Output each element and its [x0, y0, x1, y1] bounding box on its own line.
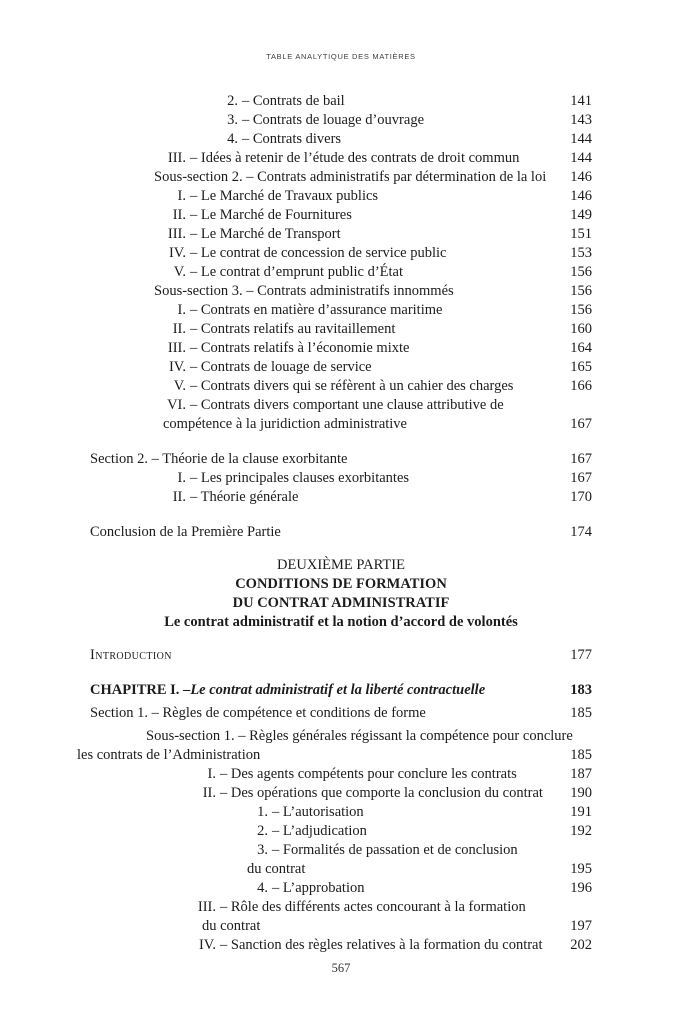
- entry-number: I.: [177, 470, 186, 486]
- toc-entry: [90, 377, 592, 396]
- entry-number: III.: [197, 899, 216, 915]
- toc-entry-continuation: [77, 746, 592, 765]
- entry-label: [90, 765, 560, 784]
- toc-entry: [90, 301, 592, 320]
- entry-label: [90, 841, 592, 860]
- entry-page-number: 151: [570, 226, 592, 242]
- entry-label: [90, 187, 560, 206]
- entry-title: – Des agents compétents pour conclure les contrats: [220, 766, 517, 782]
- entry-page-number: 167: [570, 470, 592, 486]
- entry-page-number: 141: [570, 93, 592, 109]
- chapter-prefix: CHAPITRE I. –: [90, 682, 191, 698]
- entry-page-number: 166: [570, 378, 592, 394]
- toc-entry: [90, 339, 592, 358]
- part-heading: [90, 556, 592, 632]
- toc-entry: [90, 130, 592, 149]
- toc-entry: [90, 206, 592, 225]
- entry-label: [90, 130, 560, 149]
- entry-title: – Formalités de passation et de conclusion: [272, 842, 518, 858]
- entry-title: – L’adjudication: [272, 823, 367, 839]
- entry-label: [90, 301, 560, 320]
- entry-title-continuation: du contrat: [247, 861, 306, 877]
- toc-entry: [90, 646, 592, 665]
- chapter-title: Le contrat administratif et la liberté contractuelle: [190, 682, 486, 698]
- entry-page-number: 167: [570, 416, 592, 432]
- entry-label: [90, 92, 560, 111]
- entry-number: V.: [173, 264, 186, 280]
- toc-entry: [90, 523, 592, 542]
- entry-page-number: 177: [570, 647, 592, 663]
- toc-entry: [90, 822, 592, 841]
- entry-page-number: 167: [570, 451, 592, 467]
- toc-section-top: [90, 92, 592, 542]
- entry-label: [90, 727, 592, 746]
- entry-page-number: 183: [570, 682, 592, 698]
- entry-title: – Théorie générale: [190, 489, 299, 505]
- entry-label: [90, 936, 560, 955]
- entry-title-continuation: compétence à la juridiction administrative: [163, 416, 407, 432]
- entry-title: Sous-section 2. – Contrats administratifs par détermination de la loi: [154, 169, 547, 185]
- entry-label: [90, 681, 560, 700]
- toc-entry: [90, 803, 592, 822]
- entry-number: 3.: [257, 842, 268, 858]
- entry-title: – Contrats divers: [242, 131, 342, 147]
- entry-page-number: 164: [570, 340, 592, 356]
- entry-page-number: 156: [570, 302, 592, 318]
- entry-label: [90, 244, 560, 263]
- toc-entry: [90, 704, 592, 723]
- toc-entry: [90, 187, 592, 206]
- entry-number: I.: [177, 302, 186, 318]
- entry-page-number: 156: [570, 264, 592, 280]
- entry-title: – Rôle des différents actes concourant à la formation: [220, 899, 526, 915]
- toc-entry: [90, 320, 592, 339]
- entry-title: – Sanction des règles relatives à la formation du contrat: [220, 937, 543, 953]
- entry-page-number: 187: [570, 766, 592, 782]
- toc-entry: [90, 488, 592, 507]
- toc-entry: [90, 784, 592, 803]
- entry-page-number: 143: [570, 112, 592, 128]
- entry-number: 4.: [227, 131, 238, 147]
- toc-entry: [90, 450, 592, 469]
- entry-number: 3.: [227, 112, 238, 128]
- toc-entry: [90, 841, 592, 860]
- toc-entry: [90, 358, 592, 377]
- entry-title: Sous-section 1. – Règles générales régissant la compétence pour conclure: [146, 728, 573, 744]
- entry-number: 2.: [257, 823, 268, 839]
- toc-entry: [90, 149, 592, 168]
- entry-number: IV.: [168, 245, 186, 261]
- entry-title: – Contrats de louage de service: [190, 359, 372, 375]
- entry-title: – Le contrat de concession de service public: [190, 245, 447, 261]
- entry-label: [90, 784, 560, 803]
- entry-title: – Contrats de bail: [242, 93, 345, 109]
- entry-label: [90, 168, 560, 187]
- entry-title: – Contrats relatifs à l’économie mixte: [190, 340, 410, 356]
- entry-title: – Contrats de louage d’ouvrage: [242, 112, 425, 128]
- entry-number: III.: [167, 226, 186, 242]
- entry-label: [90, 358, 560, 377]
- entry-page-number: 202: [570, 937, 592, 953]
- entry-title: – Le contrat d’emprunt public d’État: [190, 264, 403, 280]
- toc-entry: [90, 879, 592, 898]
- entry-title: – Le Marché de Fournitures: [190, 207, 352, 223]
- toc-entry-continuation: [90, 917, 592, 936]
- toc-entry: [90, 936, 592, 955]
- entry-label: [90, 898, 592, 917]
- entry-label: [90, 469, 560, 488]
- toc-entry: [90, 168, 592, 187]
- entry-title: Section 1. – Règles de compétence et conditions de forme: [90, 705, 426, 721]
- entry-number: II.: [172, 321, 186, 337]
- entry-label: [90, 704, 560, 723]
- entry-label: [90, 206, 560, 225]
- entry-page-number: 174: [570, 524, 592, 540]
- entry-title: – L’approbation: [272, 880, 365, 896]
- entry-title: – Les principales clauses exorbitantes: [190, 470, 410, 486]
- entry-page-number: 192: [570, 823, 592, 839]
- entry-label: [90, 822, 560, 841]
- toc-entry-continuation: [90, 415, 592, 434]
- entry-title-continuation: du contrat: [202, 918, 261, 934]
- entry-page-number: 144: [570, 150, 592, 166]
- entry-number: II.: [172, 207, 186, 223]
- entry-label: [90, 149, 560, 168]
- entry-number: III.: [167, 340, 186, 356]
- footer-page-number: 567: [331, 961, 351, 975]
- entry-page-number: 196: [570, 880, 592, 896]
- entry-number: 2.: [227, 93, 238, 109]
- part-title-line1: CONDITIONS DE FORMATION: [235, 576, 447, 592]
- entry-page-number: 144: [570, 131, 592, 147]
- entry-label: [90, 450, 560, 469]
- entry-title: – L’autorisation: [272, 804, 364, 820]
- entry-number: 1.: [257, 804, 268, 820]
- entry-title: Introduction: [90, 647, 172, 663]
- entry-number: II.: [172, 489, 186, 505]
- entry-label: [90, 111, 560, 130]
- toc-entry: [90, 111, 592, 130]
- entry-number: III.: [167, 150, 186, 166]
- toc-entry: [90, 263, 592, 282]
- toc-entry: [90, 396, 592, 415]
- entry-page-number: 165: [570, 359, 592, 375]
- entry-title: – Des opérations que comporte la conclusion du contrat: [220, 785, 543, 801]
- entry-page-number: 190: [570, 785, 592, 801]
- entry-label: [90, 396, 592, 415]
- entry-title: – Le Marché de Transport: [190, 226, 341, 242]
- entry-label: [90, 339, 560, 358]
- toc-section-bottom: [77, 646, 592, 955]
- entry-title: – Contrats relatifs au ravitaillement: [190, 321, 396, 337]
- entry-label: [90, 523, 560, 542]
- toc-entry: [90, 898, 592, 917]
- entry-label: [90, 879, 560, 898]
- entry-number: 4.: [257, 880, 268, 896]
- entry-label: [90, 803, 560, 822]
- toc-entry: [90, 282, 592, 301]
- entry-label: [90, 377, 560, 396]
- entry-label: [90, 646, 560, 665]
- entry-page-number: 185: [570, 747, 592, 763]
- entry-page-number: 153: [570, 245, 592, 261]
- entry-label: [90, 225, 560, 244]
- entry-number: II.: [202, 785, 216, 801]
- entry-page-number: 146: [570, 169, 592, 185]
- entry-number: V.: [173, 378, 186, 394]
- toc-entry: [90, 681, 592, 700]
- entry-label: [90, 488, 560, 507]
- entry-label: [90, 263, 560, 282]
- entry-title: Sous-section 3. – Contrats administratifs innommés: [154, 283, 454, 299]
- part-kicker: DEUXIÈME PARTIE: [277, 557, 405, 573]
- entry-page-number: 146: [570, 188, 592, 204]
- entry-title: – Idées à retenir de l’étude des contrats de droit commun: [190, 150, 520, 166]
- entry-title: – Contrats divers qui se réfèrent à un cahier des charges: [190, 378, 514, 394]
- table-of-contents: [0, 92, 682, 955]
- entry-number: IV.: [198, 937, 216, 953]
- entry-page-number: 170: [570, 489, 592, 505]
- entry-page-number: 191: [570, 804, 592, 820]
- entry-page-number: 195: [570, 861, 592, 877]
- entry-title: Section 2. – Théorie de la clause exorbitante: [90, 451, 348, 467]
- entry-title-continuation: les contrats de l’Administration: [77, 747, 261, 763]
- entry-page-number: 197: [570, 918, 592, 934]
- entry-title: – Contrats en matière d’assurance maritime: [190, 302, 443, 318]
- running-header: TABLE ANALYTIQUE DES MATIÈRES: [266, 52, 416, 61]
- toc-entry: [90, 225, 592, 244]
- entry-number: I.: [207, 766, 216, 782]
- entry-number: I.: [177, 188, 186, 204]
- toc-entry: [90, 92, 592, 111]
- toc-entry: [90, 727, 592, 746]
- part-title-line2: DU CONTRAT ADMINISTRATIF: [232, 595, 450, 611]
- entry-page-number: 160: [570, 321, 592, 337]
- toc-entry: [90, 469, 592, 488]
- entry-number: IV.: [168, 359, 186, 375]
- toc-entry-continuation: [90, 860, 592, 879]
- entry-page-number: 149: [570, 207, 592, 223]
- toc-entry: [90, 765, 592, 784]
- entry-label: [90, 282, 560, 301]
- toc-entry: [90, 244, 592, 263]
- entry-page-number: 156: [570, 283, 592, 299]
- entry-page-number: 185: [570, 705, 592, 721]
- entry-title: – Le Marché de Travaux publics: [190, 188, 379, 204]
- entry-title: – Contrats divers comportant une clause attributive de: [190, 397, 504, 413]
- entry-title: Conclusion de la Première Partie: [90, 524, 281, 540]
- part-subtitle: Le contrat administratif et la notion d’accord de volontés: [164, 614, 518, 630]
- entry-label: [90, 320, 560, 339]
- entry-number: VI.: [167, 397, 186, 413]
